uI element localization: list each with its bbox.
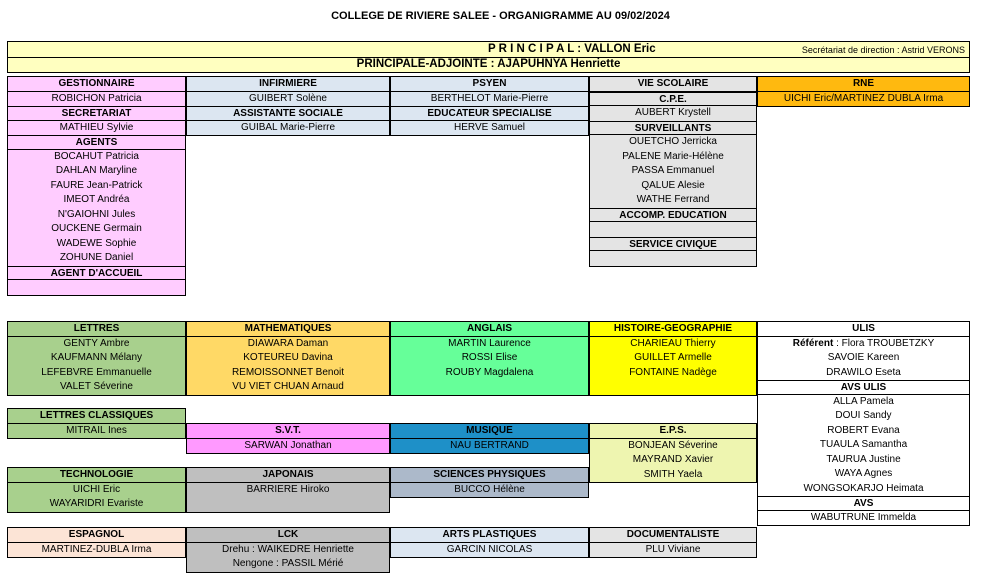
dept-block-espagnol [7, 527, 186, 558]
staff-name: ROBICHON Patricia [51, 92, 142, 104]
staff-name: OUETCHO Jerricka [629, 136, 717, 147]
staff-name: MAYRAND Xavier [632, 454, 714, 465]
staff-name: KAUFMANN Mélany [50, 352, 143, 363]
staff-name: Nengone : PASSIL Mérié [232, 558, 344, 569]
dept-block-lettres-classiques [7, 408, 186, 439]
staff-name: N'GAIOHNI Jules [57, 208, 136, 220]
staff-name: ROSSI Elise [461, 352, 518, 363]
staff-name: GUIBAL Marie-Pierre [240, 121, 336, 133]
staff-name: VU VIET CHUAN Arnaud [232, 381, 344, 392]
section-header: LETTRES [8, 322, 185, 337]
section-header: AGENT D'ACCUEIL [8, 266, 185, 281]
dept-block-eps [589, 423, 757, 483]
empty-slot [187, 497, 389, 512]
section-header: S.V.T. [187, 424, 389, 439]
dept-block-vie-scolaire [589, 76, 757, 267]
staff-name: NAU BERTRAND [450, 439, 529, 451]
staff-name: FAURE Jean-Patrick [50, 179, 143, 191]
staff-name: MATHIEU Sylvie [59, 121, 134, 133]
section-header: HISTOIRE-GEOGRAPHIE [590, 322, 756, 337]
principal-band [7, 41, 970, 73]
staff-name: GUILLET Armelle [634, 352, 712, 363]
staff-name: ROUBY Magdalena [445, 366, 534, 378]
staff-name: WONGSOKARJO Heimata [803, 482, 924, 494]
staff-name: BUCCO Hélène [454, 483, 525, 495]
staff-name: UICHI Eric [72, 483, 121, 495]
section-header: INFIRMIERE [187, 77, 389, 92]
staff-name: HERVE Samuel [454, 121, 525, 133]
dept-block-maths [186, 321, 390, 396]
staff-name: DIAWARA Daman [247, 337, 329, 349]
staff-name: BONJEAN Séverine [628, 439, 718, 451]
section-header: PSYEN [391, 77, 588, 92]
section-header: ULIS [758, 322, 969, 337]
section-header: ASSISTANTE SOCIALE [187, 106, 389, 121]
empty-slot [590, 251, 756, 266]
staff-name: IMEOT Andréa [63, 194, 130, 205]
staff-name: BERTHELOT Marie-Pierre [430, 92, 549, 104]
section-header: LCK [187, 528, 389, 543]
dept-block-doc [589, 527, 757, 558]
staff-name: Référent : Flora TROUBETZKY [792, 337, 935, 349]
staff-name: PLU Viviane [645, 543, 701, 555]
empty-slot [590, 380, 756, 395]
dept-block-gestion [7, 76, 186, 296]
dept-block-infirmiere [186, 76, 390, 136]
staff-name: GENTY Ambre [63, 337, 130, 349]
section-header: MATHEMATIQUES [187, 322, 389, 337]
staff-name: MARTIN Laurence [448, 337, 531, 349]
dept-block-techno [7, 467, 186, 513]
staff-name: KOTEUREU Davina [243, 352, 333, 363]
section-header: C.P.E. [590, 92, 756, 107]
staff-name: DOUI Sandy [835, 410, 892, 421]
staff-name: DRAWILO Eseta [826, 366, 901, 378]
dept-block-rne [757, 76, 970, 107]
staff-name: Drehu : WAIKEDRE Henriette [222, 543, 354, 555]
dept-block-japonais [186, 467, 390, 513]
principale-adjointe: PRINCIPALE-ADJOINTE : AJAPUHNYA Henriette [356, 58, 621, 70]
staff-name: WAYA Agnes [834, 468, 893, 479]
principal-name: P R I N C I P A L : VALLON Eric [488, 43, 656, 55]
staff-name: TAURUA Justine [826, 453, 901, 465]
section-header: JAPONAIS [187, 468, 389, 483]
dept-block-lettres [7, 321, 186, 396]
dept-block-svt [186, 423, 390, 454]
staff-name: SMITH Yaela [643, 468, 703, 480]
section-header: ARTS PLASTIQUES [391, 528, 588, 543]
staff-name: BOCAHUT Patricia [54, 150, 139, 162]
staff-name: GUIBERT Solène [248, 92, 327, 104]
dept-block-histoire [589, 321, 757, 396]
staff-name: BARRIERE Hiroko [246, 483, 330, 495]
dept-block-lck [186, 527, 390, 573]
dept-block-musique [390, 423, 589, 454]
staff-name: GARCIN NICOLAS [446, 543, 533, 555]
staff-name: FONTAINE Nadège [629, 366, 717, 378]
section-header: TECHNOLOGIE [8, 468, 185, 483]
principal-row [8, 42, 969, 58]
section-header: SERVICE CIVIQUE [590, 237, 756, 252]
dept-block-anglais [390, 321, 589, 396]
staff-name: MARTINEZ-DUBLA Irma [41, 543, 152, 555]
staff-name: QALUE Alesie [641, 179, 705, 191]
dept-block-sciences [390, 467, 589, 498]
staff-name: ZOHUNE Daniel [59, 252, 134, 263]
empty-slot [391, 380, 588, 395]
staff-name: SARWAN Jonathan [244, 439, 332, 451]
staff-name: ROBERT Evana [827, 424, 900, 436]
secretariat-direction: Secrétariat de direction : Astrid VERONS [801, 45, 965, 55]
section-header: AVS ULIS [758, 380, 969, 395]
staff-name: WADEWE Sophie [56, 237, 137, 249]
section-header: SURVEILLANTS [590, 121, 756, 136]
staff-name: WATHE Ferrand [636, 194, 710, 205]
section-header: ACCOMP. EDUCATION [590, 208, 756, 223]
section-header: GESTIONNAIRE [8, 77, 185, 92]
section-header: ANGLAIS [391, 322, 588, 337]
staff-name: WABUTRUNE Immelda [810, 511, 917, 523]
section-header: MUSIQUE [391, 424, 588, 439]
staff-name: WAYARIDRI Evariste [49, 498, 144, 509]
section-header: SECRETARIAT [8, 106, 185, 121]
staff-name: LEFEBVRE Emmanuelle [41, 366, 152, 378]
section-header: AVS [758, 496, 969, 511]
section-header: E.P.S. [590, 424, 756, 439]
dept-block-arts [390, 527, 589, 558]
staff-name: SAVOIE Kareen [827, 352, 900, 363]
staff-name: PALENE Marie-Hélène [622, 150, 724, 162]
empty-slot [8, 280, 185, 295]
section-header: LETTRES CLASSIQUES [8, 409, 185, 424]
staff-name: PASSA Emmanuel [631, 165, 715, 176]
section-header: RNE [758, 77, 969, 92]
staff-name: REMOISSONNET Benoit [231, 366, 345, 378]
section-header: VIE SCOLAIRE [590, 77, 756, 92]
staff-name: MITRAIL Ines [66, 424, 127, 436]
staff-name: OUCKENE Germain [51, 223, 142, 234]
staff-name: AUBERT Krystell [635, 107, 711, 118]
staff-name: CHARIEAU Thierry [630, 337, 716, 349]
dept-block-psyen [390, 76, 589, 136]
section-header: AGENTS [8, 135, 185, 150]
section-header: ESPAGNOL [8, 528, 185, 543]
staff-name: TUAULA Samantha [819, 439, 908, 450]
staff-name: UICHI Eric/MARTINEZ DUBLA Irma [783, 92, 944, 104]
staff-name: VALET Séverine [59, 381, 133, 392]
page-title: COLLEGE DE RIVIERE SALEE - ORGANIGRAMME AU 09/02/2024 [331, 10, 670, 22]
staff-name: ALLA Pamela [833, 395, 894, 407]
empty-slot [590, 222, 756, 237]
staff-name: DAHLAN Maryline [55, 165, 138, 176]
section-header: DOCUMENTALISTE [590, 528, 756, 543]
section-header: SCIENCES PHYSIQUES [391, 468, 588, 483]
dept-block-ulis [757, 321, 970, 526]
section-header: EDUCATEUR SPECIALISE [391, 106, 588, 121]
